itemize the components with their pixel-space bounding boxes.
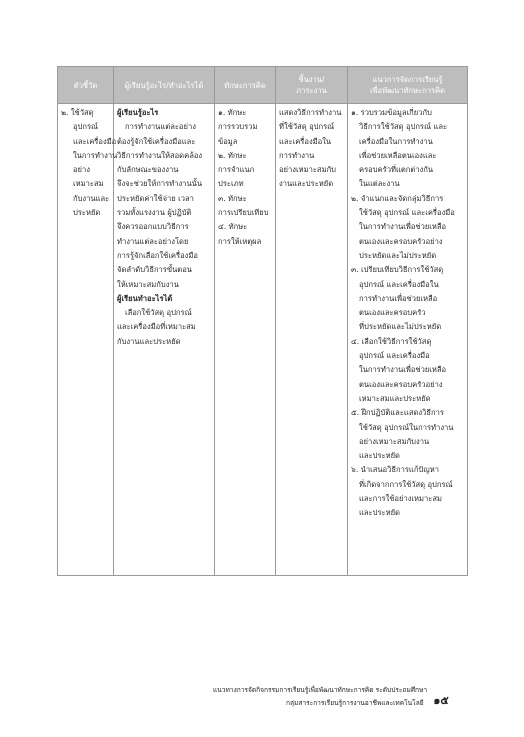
- table-row: [58, 104, 468, 576]
- approach-cell: [348, 104, 468, 576]
- cell-line: แสดงวิธีการทำงาน: [279, 108, 342, 117]
- cell-line: และประหยัด: [359, 451, 400, 461]
- cell-line: เหมาะสม: [73, 179, 104, 189]
- cell-line: และเครื่องมือ: [73, 136, 117, 146]
- cell-line: ใช้วัสดุ อุปกรณ์ในการทำงาน: [359, 422, 454, 432]
- cell-line: ในแต่ละงาน: [359, 179, 400, 189]
- cell-line: การทำงาน: [279, 150, 315, 160]
- cell-line: ประหยัดและไม่ประหยัด: [359, 250, 437, 260]
- cell-line: เลือกใช้วัสดุ อุปกรณ์: [125, 308, 192, 318]
- cell-line: เหมาะสมและประหยัด: [359, 393, 431, 403]
- cell-line: อย่าง: [73, 165, 90, 175]
- cell-line: กับลักษณะของงาน: [117, 165, 179, 175]
- cell-line: และเครื่องมือที่เหมาะสม: [117, 322, 196, 332]
- cell-line: ๔. ทักษะ: [218, 222, 248, 232]
- header-thinking-skills: ทักษะการคิด: [215, 67, 276, 104]
- cell-line: และประหยัด: [359, 508, 400, 518]
- cell-line: อุปกรณ์: [73, 122, 99, 132]
- cell-line: เครื่องมือในการทำงาน: [359, 136, 433, 146]
- cell-line: ครอบครัวที่แตกต่างกัน: [359, 165, 434, 175]
- learn-heading: ผู้เรียนรู้อะไร: [117, 108, 159, 117]
- cell-line: วิธีการทำงานให้สอดคล้อง: [117, 150, 203, 160]
- cell-line: เพื่อช่วยเหลือตนเองและ: [359, 150, 437, 160]
- cell-line: ทำงานแต่ละอย่างโดย: [117, 236, 189, 246]
- cell-line: การรู้จักเลือกใช้เครื่องมือ: [117, 250, 198, 260]
- cell-line: กับงานและ: [73, 193, 110, 203]
- cell-line: การทำงานแต่ละอย่าง: [125, 122, 196, 132]
- learn-cell: [114, 104, 215, 576]
- cell-line: อย่างเหมาะสมกับ: [279, 165, 336, 175]
- cell-line: ๒. จำแนกและจัดกลุ่มวิธีการ: [351, 193, 444, 203]
- cell-line: การเปรียบเทียบ: [218, 208, 269, 218]
- cell-line: การรวบรวม: [218, 122, 258, 132]
- cell-line: วิธีการใช้วัสดุ อุปกรณ์ และ: [359, 122, 448, 132]
- cell-line: รวมทั้งแรงงาน ผู้ปฏิบัติ: [117, 208, 192, 218]
- footer-book-title: แนวทางการจัดกิจกรรมการเรียนรู้เพื่อพัฒนาทักษะการคิด ระดับประถมศึกษา: [213, 686, 428, 694]
- cell-line: ๑. รวบรวมข้อมูลเกี่ยวกับ: [351, 108, 432, 117]
- cell-line: ๓. เปรียบเทียบวิธีการใช้วัสดุ: [351, 265, 444, 275]
- cell-line: การทำงานเพื่อช่วยเหลือ: [359, 293, 438, 303]
- cell-line: ประหยัด: [73, 208, 101, 218]
- can-do-heading: ผู้เรียนทำอะไรได้: [117, 293, 173, 303]
- cell-line: ๖. นำเสนอวิธีการแก้ปัญหา: [351, 465, 439, 475]
- cell-line: จัดลำดับวิธีการขั้นตอน: [117, 265, 192, 275]
- skills-cell: [215, 104, 276, 576]
- header-workpiece: ชิ้นงาน/ ภาระงาน: [276, 67, 348, 104]
- cell-line: ให้เหมาะสมกับงาน: [117, 279, 179, 289]
- cell-line: ในการทำงานเพื่อช่วยเหลือ: [359, 222, 447, 232]
- cell-line: จึงจะช่วยให้การทำงานนั้น: [117, 179, 203, 189]
- cell-line: ในการทำงาน: [73, 150, 118, 160]
- cell-line: ใช้วัสดุ อุปกรณ์ และเครื่องมือ: [359, 208, 455, 218]
- cell-line: และการใช้อย่างเหมาะสม: [359, 494, 443, 504]
- cell-line: ตนเองและครอบครัวอย่าง: [359, 379, 443, 389]
- cell-line: การจำแนก: [218, 165, 255, 175]
- cell-line: งานและประหยัด: [279, 179, 334, 189]
- cell-line: ที่ใช้วัสดุ อุปกรณ์: [279, 122, 335, 132]
- cell-line: ข้อมูล: [218, 136, 238, 146]
- cell-line: กับงานและประหยัด: [117, 336, 181, 346]
- cell-line: ประเภท: [218, 179, 244, 189]
- cell-line: ตนเองและครอบครัว: [359, 308, 426, 318]
- cell-line: ที่ประหยัดและไม่ประหยัด: [359, 322, 442, 332]
- workpiece-cell: [276, 104, 348, 576]
- cell-line: จึงควรออกแบบวิธีการ: [117, 222, 189, 232]
- cell-line: อุปกรณ์ และเครื่องมือใน: [359, 279, 439, 289]
- cell-line: ๕. ฝึกปฏิบัติและแสดงวิธีการ: [351, 408, 444, 418]
- curriculum-table: [57, 66, 468, 576]
- indicator-cell: [58, 104, 118, 576]
- cell-line: ๓. ทักษะ: [218, 193, 247, 203]
- cell-line: ในการทำงานเพื่อช่วยเหลือ: [359, 365, 447, 375]
- header-indicator: ตัวชี้วัด: [58, 67, 114, 104]
- cell-line: ตนเองและครอบครัวอย่าง: [359, 236, 443, 246]
- footer-subject: กลุ่มสาระการเรียนรู้การงานอาชีพและเทคโนโลยี: [286, 699, 424, 707]
- cell-line: อย่างเหมาะสมกับงาน: [359, 436, 430, 446]
- cell-line: การให้เหตุผล: [218, 236, 262, 246]
- cell-line: ๒. ใช้วัสดุ: [61, 108, 94, 117]
- cell-line: ๒. ทักษะ: [218, 150, 247, 160]
- cell-line: ที่เกิดจากการใช้วัสดุ อุปกรณ์: [359, 479, 453, 489]
- cell-line: อุปกรณ์ และเครื่องมือ: [359, 351, 430, 361]
- cell-line: ๔. เลือกใช้วิธีการใช้วัสดุ: [351, 336, 432, 346]
- table-header-row: [58, 67, 468, 104]
- cell-line: ประหยัดค่าใช้จ่าย เวลา: [117, 193, 194, 203]
- cell-line: ๑. ทักษะ: [218, 108, 247, 117]
- header-approach: แนวการจัดการเรียนรู้ เพื่อพัฒนาทักษะการคิด: [348, 67, 468, 104]
- cell-line: ต้องรู้จักใช้เครื่องมือและ: [117, 136, 196, 146]
- page-number: ๑๕: [433, 694, 449, 707]
- cell-line: และเครื่องมือใน: [279, 136, 332, 146]
- header-learn: ผู้เรียนรู้อะไร/ทำอะไรได้: [114, 67, 215, 104]
